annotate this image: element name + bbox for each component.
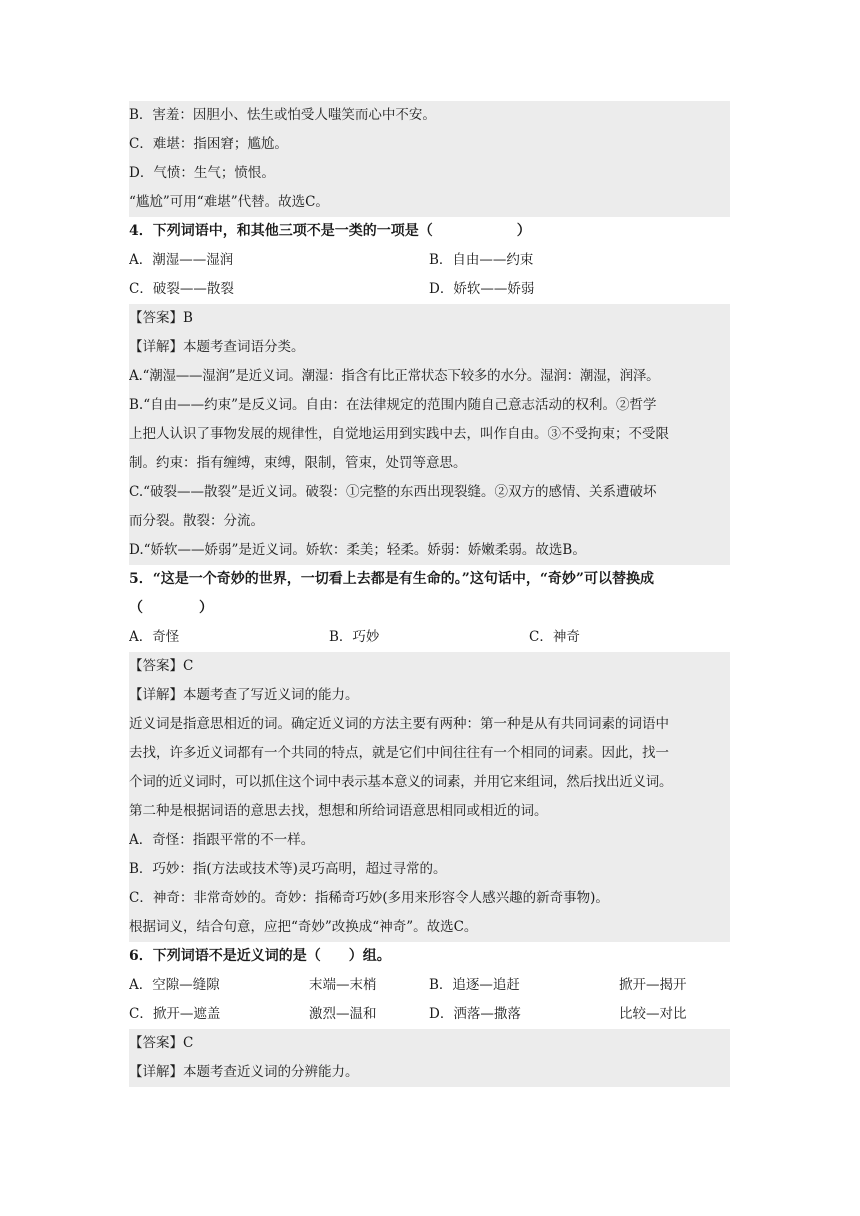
q4-detail-line: 【详解】本题考查词语分类。 (129, 333, 730, 362)
q3-option-d-explanation: D．气愤：生气；愤恨。 (129, 159, 730, 188)
q5-detail-line: 【详解】本题考查了写近义词的能力。 (129, 681, 730, 710)
q6-option-d-pair-1: D．洒落—撒落 (429, 1006, 521, 1022)
q4-question: 4．下列词语中，和其他三项不是一类的一项是（ ） (129, 223, 531, 239)
q4-option-a: A．潮湿——湿润 (129, 252, 234, 268)
q4-detail-line: C.“破裂——散裂”是近义词。破裂：①完整的东西出现裂缝。②双方的感情、关系遭破坏 (129, 478, 730, 507)
q5-question: 5．“这是一个奇妙的世界，一切看上去都是有生命的。”这句话中，“奇妙”可以替换成 (129, 571, 654, 587)
q3-conclusion: “尴尬”可用“难堪”代替。故选C。 (129, 188, 730, 217)
q6-option-a-pair-1: A．空隙—缝隙 (129, 977, 220, 993)
q6-option-b-pair-2: 掀开—揭开 (619, 977, 687, 993)
q4-options-row-2 (129, 275, 730, 304)
q5-detail-line: 第二种是根据词语的意思去找，想想和所给词语意思相同或相近的词。 (129, 797, 730, 826)
q4-options-row-1 (129, 246, 730, 275)
q6-detail-line: 【详解】本题考查近义词的分辨能力。 (129, 1058, 730, 1087)
q5-detail-line: 个词的近义词时，可以抓住这个词中表示基本意义的词素，并用它来组词，然后找出近义词。 (129, 768, 730, 797)
q5-detail-line: 近义词是指意思相近的词。确定近义词的方法主要有两种：第一种是从有共同词素的词语中 (129, 710, 730, 739)
q5-option-c: C．神奇 (529, 629, 580, 645)
q5-question-blank: （ ） (129, 600, 213, 616)
q6-option-c-pair-1: C．掀开—遮盖 (129, 1006, 221, 1022)
q6-answer: 【答案】C (129, 1029, 730, 1058)
q5-option-b: B．巧妙 (329, 629, 380, 645)
q5-options-row (129, 623, 730, 652)
q5-detail-line: A．奇怪：指跟平常的不一样。 (129, 826, 730, 855)
q5-answer: 【答案】C (129, 652, 730, 681)
q6-options-row-1 (129, 971, 730, 1000)
q5-option-a: A．奇怪 (129, 629, 180, 645)
q6-question: 6．下列词语不是近义词的是（ ）组。 (129, 948, 391, 964)
q4-detail-line: B.“自由——约束”是反义词。自由：在法律规定的范围内随自己意志活动的权利。②哲学 (129, 391, 730, 420)
q4-answer: 【答案】B (129, 304, 730, 333)
q4-option-d: D．娇软——娇弱 (429, 281, 535, 297)
q4-detail-line: 制。约束：指有缠缚，束缚，限制，管束，处罚等意思。 (129, 449, 730, 478)
page-content (129, 101, 730, 1087)
q6-options-row-2 (129, 1000, 730, 1029)
q6-option-d-pair-2: 比较—对比 (619, 1006, 687, 1022)
q4-detail-line: 上把人认识了事物发展的规律性，自觉地运用到实践中去，叫作自由。③不受拘束；不受限 (129, 420, 730, 449)
q3-option-c-explanation: C．难堪：指困窘；尴尬。 (129, 130, 730, 159)
q5-detail-line: 根据词义，结合句意，应把“奇妙”改换成“神奇”。故选C。 (129, 913, 730, 942)
q5-detail-line: C．神奇：非常奇妙的。奇妙：指稀奇巧妙(多用来形容令人感兴趣的新奇事物)。 (129, 884, 730, 913)
q5-detail-line: B．巧妙：指(方法或技术等)灵巧高明，超过寻常的。 (129, 855, 730, 884)
q4-detail-line: D.“娇软——娇弱”是近义词。娇软：柔美；轻柔。娇弱：娇嫩柔弱。故选B。 (129, 536, 730, 565)
q3-option-b-explanation: B．害羞：因胆小、怯生或怕受人嗤笑而心中不安。 (129, 101, 730, 130)
q5-detail-line: 去找，许多近义词都有一个共同的特点，就是它们中间往往有一个相同的词素。因此，找一 (129, 739, 730, 768)
q6-option-c-pair-2: 激烈—温和 (309, 1006, 377, 1022)
q6-option-a-pair-2: 末端—末梢 (309, 977, 377, 993)
q4-option-c: C．破裂——散裂 (129, 281, 234, 297)
q4-detail-line: 而分裂。散裂：分流。 (129, 507, 730, 536)
q4-detail-line: A.“潮湿——湿润”是近义词。潮湿：指含有比正常状态下较多的水分。湿润：潮湿，润泽。 (129, 362, 730, 391)
q6-option-b-pair-1: B．追逐—追赶 (429, 977, 520, 993)
q4-option-b: B．自由——约束 (429, 252, 534, 268)
